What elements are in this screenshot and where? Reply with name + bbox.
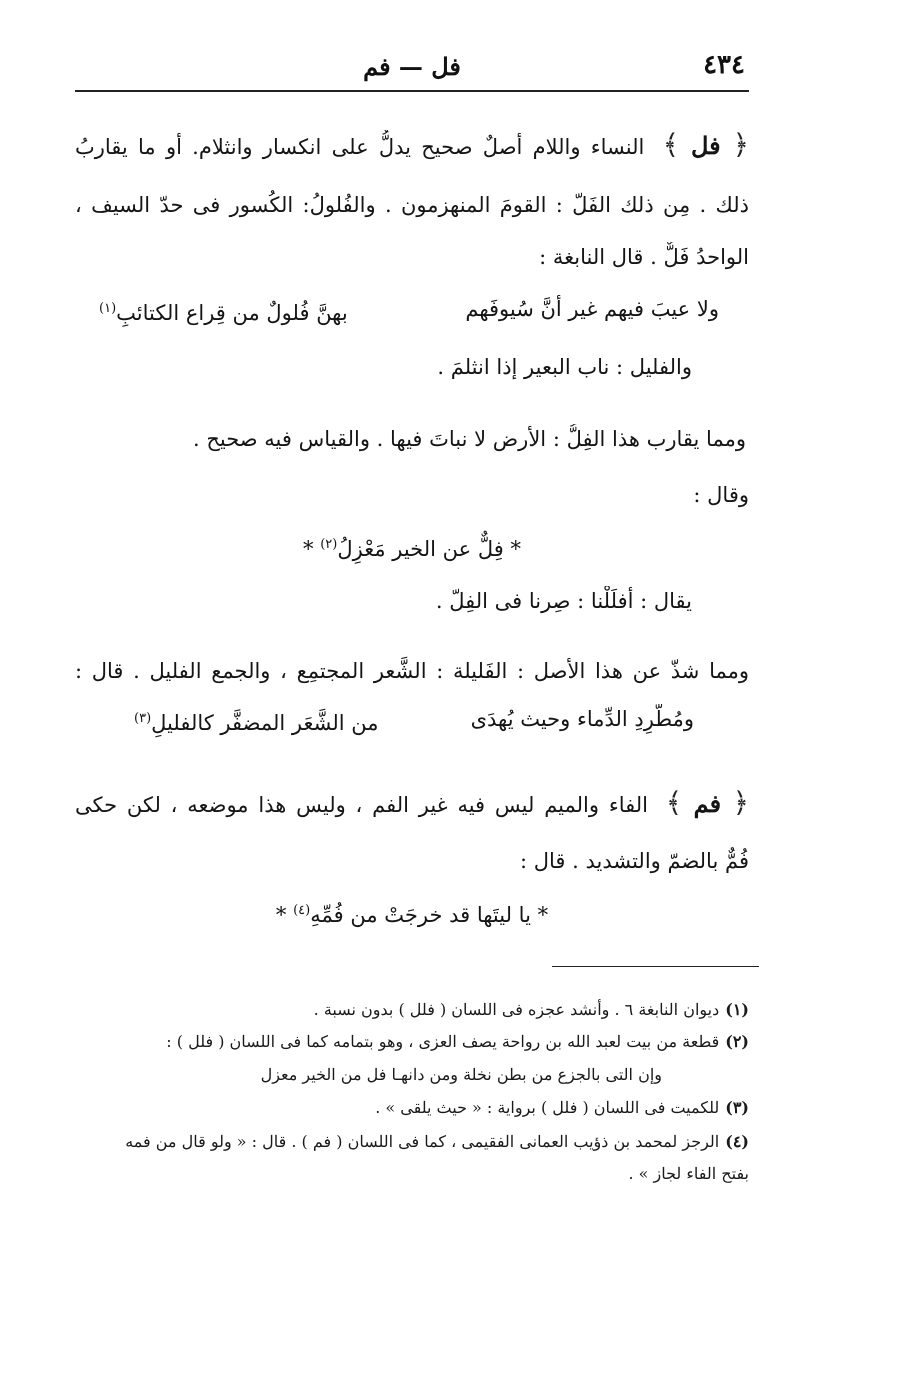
- entry-fal-line-2: ذلك . مِن ذلك الفَلّ : القومَ المنهزمون . والفُلولُ: الكُسور فى حدّ السيف ،: [75, 193, 749, 217]
- entry-fal-line-6: وقال :: [693, 483, 749, 507]
- page-number: ٤٣٤: [703, 50, 745, 80]
- entry-fam-line-1: [75, 788, 749, 820]
- verse-3: [134, 704, 694, 738]
- footnote-ref-3: (٣): [134, 711, 152, 726]
- verse-1-second-hemistich: بهنَّ فُلولٌ من قِراع الكتائبِ$^{(١)}$: [99, 301, 348, 325]
- verse-1-first-hemistich: ولا عيبَ فيهم غير أنَّ سُيوفَهم: [465, 297, 719, 321]
- verse-3-second-hemistich: من الشَّعَر المضفَّر كالفليلِ$^{(٣)}$: [134, 711, 379, 735]
- entry-fal-line-7: يقال : أفلَلْنا : صِرنا فى الفِلّ .: [435, 589, 692, 613]
- footnote-1: (١)ديوان النابغة ٦ . وأنشد عجزه فى اللسان ( فلل ) بدون نسبة .: [313, 1000, 749, 1019]
- footnote-4: (٤)الرجز لمحمد بن ذؤيب العمانى الفقيمى ، كما فى اللسان ( فم ) . قال : « ولو قال من فمه: [125, 1132, 749, 1151]
- footnote-ref-2: (٢): [320, 537, 338, 552]
- entry-fal-line-4: والفليل : ناب البعير إذا انثلمَ .: [437, 355, 692, 379]
- page-header: [75, 40, 749, 92]
- footnote-4-continued: بفتح الفاء لجاز » .: [628, 1164, 749, 1183]
- entry-fal-line-8: ومما شذّ عن هذا الأصل : الفَليلة : الشَّعر المجتمِع ، والجمع الفليل . قال :: [75, 659, 749, 683]
- entry-fal-line-3: الواحدُ فَلٌّ . قال النابغة :: [539, 245, 749, 269]
- verse-4: * يا ليتَها قد خرجَتْ من فُمِّهِ$^{(٤)}$ *: [275, 903, 549, 927]
- entry-fam-line-2: فُمٌّ بالضمّ والتشديد . قال :: [519, 849, 749, 873]
- running-title: فل — فم: [363, 52, 461, 81]
- footnote-2-verse: وإن التى بالجزع من بطن نخلة ومن دانهـا فل من الخير معزل: [260, 1065, 662, 1084]
- entry-fam-headword: ﴿ فم ﴾: [665, 788, 749, 819]
- entry-fam-text-1: الفاء والميم ليس فيه غير الفم ، وليس هذا موضعه ، لكن حكى: [75, 793, 648, 817]
- entry-fal-line-1: [75, 130, 749, 162]
- entry-fal-text-1: النساء واللام أصلٌ صحيح يدلُّ على انكسار وانثلام. أو ما يقاربُ: [75, 135, 645, 159]
- footnote-3: (٣)للكميت فى اللسان ( فلل ) برواية : « حيث يلقى » .: [375, 1098, 749, 1117]
- verse-1: [99, 294, 719, 328]
- footnote-ref-4: (٤): [293, 903, 311, 918]
- verse-3-first-hemistich: ومُطَّرِدِ الدِّماء وحيث يُهدَى: [470, 707, 694, 731]
- entry-fal-line-5: ومما يقارب هذا الفِلُّ : الأرض لا نباتَ فيها . والقياس فيه صحيح .: [192, 427, 746, 451]
- entry-fal-headword: ﴿ فل ﴾: [662, 130, 749, 161]
- footnote-ref-1: (١): [99, 301, 117, 316]
- footnote-2: (٢)قطعة من بيت لعبد الله بن رواحة يصف العزى ، وهو بتمامه كما فى اللسان ( فلل ) :: [166, 1032, 749, 1051]
- footnote-separator: [552, 966, 759, 967]
- verse-2: * فِلٌّ عن الخير مَعْزِلُ$^{(٢)}$ *: [303, 537, 521, 561]
